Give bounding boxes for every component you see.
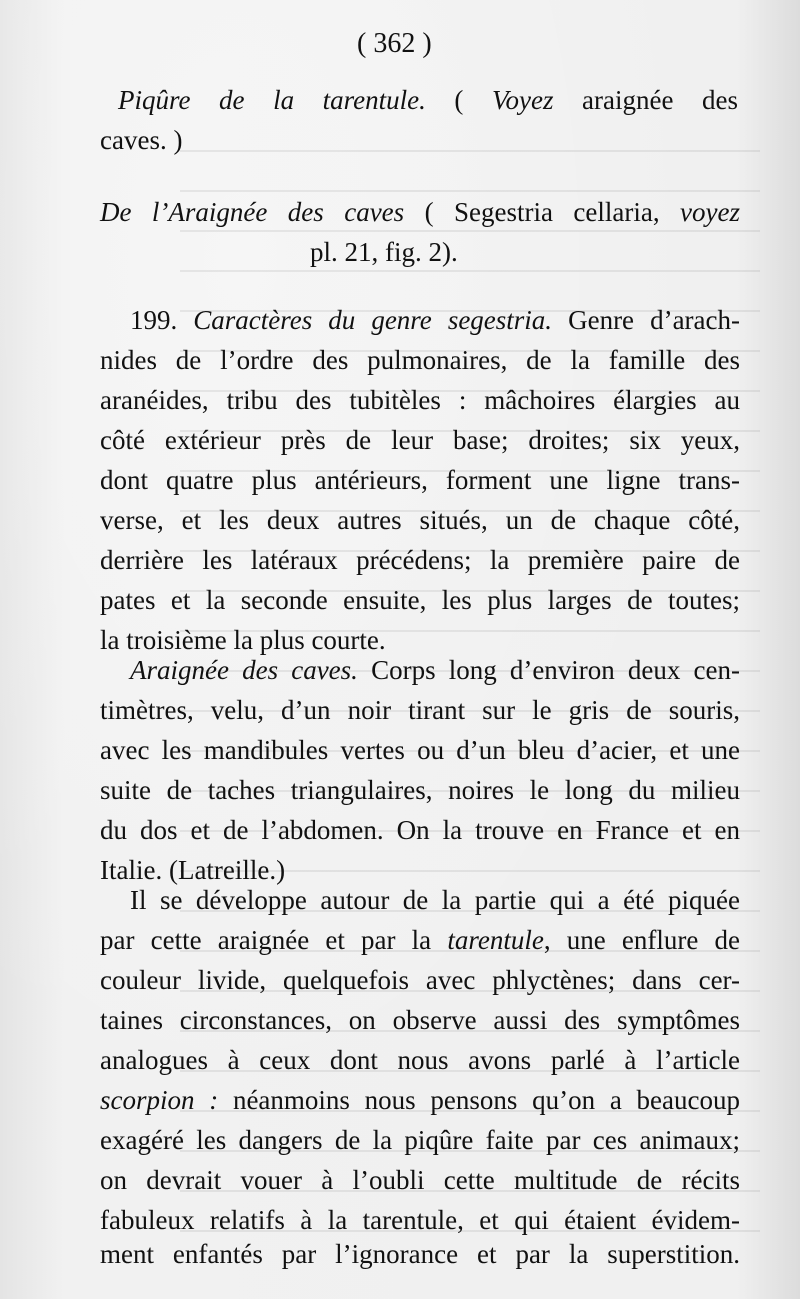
text-line (100, 538, 740, 582)
text: pates et la seconde ensuite, les plus larges de toutes; (100, 585, 740, 615)
text: néanmoins nous pensons qu’on a beaucoup (218, 1085, 740, 1115)
text-line (100, 458, 740, 502)
text: dont quatre plus antérieurs, forment une ligne trans- (100, 465, 740, 495)
text: caves. ) (100, 125, 183, 155)
text-line (100, 190, 740, 234)
text: derrière les latéraux précédens; la première paire de (100, 545, 740, 575)
italic-text: Piqûre de la tarentule. (118, 85, 426, 115)
text: aranéides, tribu des tubitèles : mâchoires élargies au (100, 385, 740, 415)
text: on devrait vouer à l’oubli cette multitude de récits (100, 1165, 740, 1195)
text: couleur livide, quelquefois avec phlyctènes; dans cer- (100, 965, 740, 995)
text-line (310, 230, 458, 274)
text: Genre d’arach- (552, 305, 740, 335)
text: par cette araignée et par la (100, 925, 448, 955)
text: la troisième la plus courte. (100, 625, 386, 655)
text: Il se développe autour de la partie qui a été piquée (130, 885, 740, 915)
text-line (100, 578, 740, 622)
text: analogues à ceux dont nous avons parlé à l’article (100, 1045, 740, 1075)
text: Corps long d’environ deux cen- (357, 655, 741, 685)
text: côté extérieur près de leur base; droites; six yeux, (100, 425, 740, 455)
text-line (100, 118, 182, 162)
text-line (100, 728, 740, 772)
text: exagéré les dangers de la piqûre faite par ces animaux; (100, 1125, 740, 1155)
text-line (100, 1158, 740, 1202)
italic-text: De l’Araignée des caves (100, 197, 405, 227)
text-line (100, 1118, 740, 1162)
text: suite de taches triangulaires, noires le long du milieu (100, 775, 740, 805)
text: , une enflure de (543, 925, 740, 955)
text-line (100, 688, 740, 732)
text-line (130, 648, 740, 692)
italic-text: Caractères du genre segestria. (193, 305, 553, 335)
page-number: ( 362 ) (357, 28, 432, 59)
text: du dos et de l’abdomen. On la trouve en France et en (100, 815, 740, 845)
text-line (100, 1078, 740, 1122)
text: araignée des (553, 85, 738, 115)
text-line (100, 958, 740, 1002)
text-line (100, 338, 740, 382)
text: nides de l’ordre des pulmonaires, de la famille des (100, 345, 740, 375)
text: 199. (130, 305, 194, 335)
text-line (100, 418, 740, 462)
text-line (100, 998, 740, 1042)
text: avec les mandibules vertes ou d’un bleu d’acier, et une (100, 735, 740, 765)
italic-text: voyez (680, 197, 740, 227)
text-line (118, 78, 738, 122)
italic-text: scorpion : (100, 1085, 219, 1115)
text-line (130, 298, 740, 342)
text-line (100, 918, 740, 962)
italic-text: Voyez (491, 85, 554, 115)
text: taines circonstances, on observe aussi des symptômes (100, 1005, 740, 1035)
text-line (100, 808, 740, 852)
text: timètres, velu, d’un noir tirant sur le gris de souris, (100, 695, 740, 725)
text-line (100, 1232, 740, 1276)
text-line (100, 378, 740, 422)
text: ment enfantés par l’ignorance et par la superstition. (100, 1239, 740, 1269)
text: fabuleux relatifs à la tarentule, et qui étaient évidem- (100, 1205, 740, 1235)
text: ( (425, 85, 492, 115)
text-line (130, 878, 740, 922)
text-line (100, 498, 740, 542)
text: pl. 21, fig. 2). (310, 237, 458, 267)
text-line (100, 1038, 740, 1082)
italic-text: Araignée des caves. (130, 655, 358, 685)
italic-text: tarentule (447, 925, 544, 955)
text: Italie. (Latreille.) (100, 855, 286, 885)
text-line (100, 768, 740, 812)
text: ( Segestria cellaria, (404, 197, 681, 227)
text: verse, et les deux autres situés, un de chaque côté, (100, 505, 740, 535)
